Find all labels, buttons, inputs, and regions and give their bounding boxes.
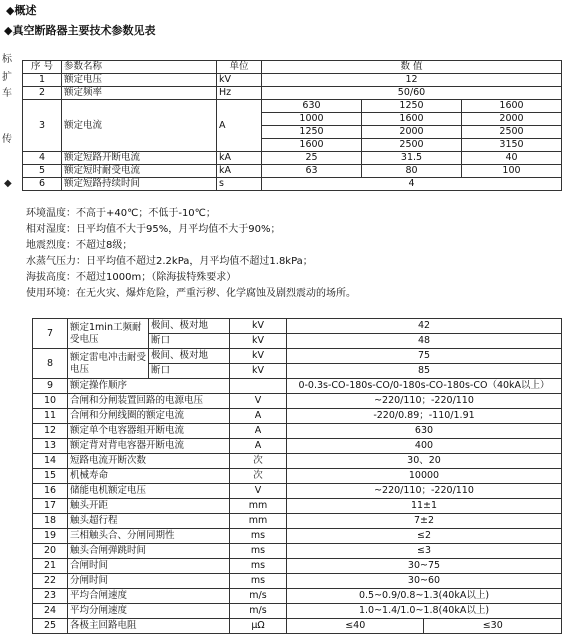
env-line: 地震烈度：不超过8级； <box>26 240 133 251</box>
table-row <box>33 424 562 439</box>
row-no: 25 <box>33 619 68 634</box>
row-no: 10 <box>33 394 68 409</box>
table-row <box>33 514 562 529</box>
current-value: 1600 <box>462 100 562 113</box>
row-value: ≤40 <box>287 619 424 634</box>
row-value: 75 <box>287 349 562 364</box>
row-unit: V <box>230 484 287 499</box>
env-line: 水蒸气压力：日平均值不超过2.2kPa，月平均值不超过1.8kPa； <box>26 256 313 267</box>
row-no: 2 <box>23 87 62 100</box>
row-value: 48 <box>287 334 562 349</box>
row-name: 三相触头合、分闸同期性 <box>68 529 230 544</box>
row-unit: kV <box>230 334 287 349</box>
row-value: 630 <box>287 424 562 439</box>
row-unit <box>230 379 287 394</box>
current-value: 2000 <box>362 126 462 139</box>
row-value: 31.5 <box>362 152 462 165</box>
row-no: 13 <box>33 439 68 454</box>
row-unit: ms <box>230 574 287 589</box>
row-name: 额定频率 <box>62 87 217 100</box>
row-value: ≤3 <box>287 544 562 559</box>
table-row <box>33 574 562 589</box>
current-value: 1600 <box>262 139 362 152</box>
row-value: 10000 <box>287 469 562 484</box>
row-no: 21 <box>33 559 68 574</box>
row-value: ≤30 <box>424 619 562 634</box>
table-row <box>33 319 562 334</box>
row-unit: kV <box>230 349 287 364</box>
row-unit: mm <box>230 514 287 529</box>
row-name: 额定操作顺序 <box>68 379 230 394</box>
row-unit: 次 <box>230 469 287 484</box>
table-row <box>33 619 562 634</box>
row-value: 4 <box>262 178 562 191</box>
row-name: 额定背对背电容器开断电流 <box>68 439 230 454</box>
row-value: 30~60 <box>287 574 562 589</box>
row-no: 23 <box>33 589 68 604</box>
row-name: 触头合闸弹跳时间 <box>68 544 230 559</box>
row-unit: Hz <box>217 87 262 100</box>
header-no: 序 号 <box>23 61 62 74</box>
row-unit: m/s <box>230 589 287 604</box>
row-no: 6 <box>23 178 62 191</box>
row-unit: ms <box>230 529 287 544</box>
table-row <box>33 604 562 619</box>
current-value: 1000 <box>262 113 362 126</box>
row-unit: kA <box>217 165 262 178</box>
row-unit: V <box>230 394 287 409</box>
row-value: 42 <box>287 319 562 334</box>
table-row <box>33 484 562 499</box>
row-unit: A <box>217 100 262 152</box>
params-table-1 <box>22 60 562 191</box>
row-value: 63 <box>262 165 362 178</box>
row-unit: A <box>230 409 287 424</box>
row-value: 12 <box>262 74 562 87</box>
current-value: 2000 <box>462 113 562 126</box>
row-name: 分闸时间 <box>68 574 230 589</box>
bullet-icon: ◆ <box>4 178 12 189</box>
row-name: 额定单个电容器组开断电流 <box>68 424 230 439</box>
row-value: 400 <box>287 439 562 454</box>
row-value: 80 <box>362 165 462 178</box>
side-mark: 传 <box>2 134 12 145</box>
row-no: 20 <box>33 544 68 559</box>
row-value: ~220/110；-220/110 <box>287 394 562 409</box>
current-value: 630 <box>262 100 362 113</box>
env-line: 使用环境：在无火灾、爆炸危险，严重污秽、化学腐蚀及剧烈震动的场所。 <box>26 288 356 299</box>
row-unit: A <box>230 424 287 439</box>
table-row <box>33 589 562 604</box>
row-no: 4 <box>23 152 62 165</box>
table-row <box>33 379 562 394</box>
current-value: 2500 <box>362 139 462 152</box>
env-line: 环境温度：不高于+40℃；不低于-10℃； <box>26 208 216 219</box>
row-subname: 断口 <box>149 334 230 349</box>
row-subname: 极间、极对地 <box>149 349 230 364</box>
header-value: 数 值 <box>262 61 562 74</box>
row-value: 11±1 <box>287 499 562 514</box>
overview-label: ◆概述 <box>6 4 37 17</box>
current-value: 1250 <box>262 126 362 139</box>
row-no: 12 <box>33 424 68 439</box>
current-value: 2500 <box>462 126 562 139</box>
row-name: 平均分闸速度 <box>68 604 230 619</box>
row-value: ~220/110；-220/110 <box>287 484 562 499</box>
current-value: 3150 <box>462 139 562 152</box>
current-value: 1250 <box>362 100 462 113</box>
row-name: 额定短路持续时间 <box>62 178 217 191</box>
row-value: 0-0.3s-CO-180s-CO/0-180s-CO-180s-CO（40kA以上） <box>287 379 562 394</box>
row-value: ≤2 <box>287 529 562 544</box>
row-unit: kA <box>217 152 262 165</box>
row-value: 25 <box>262 152 362 165</box>
row-no: 11 <box>33 409 68 424</box>
row-unit: 次 <box>230 454 287 469</box>
section-title: ◆真空断路器主要技术参数见表 <box>4 24 156 37</box>
row-value: 50/60 <box>262 87 562 100</box>
table-row <box>33 529 562 544</box>
table-row <box>33 469 562 484</box>
row-value: 40 <box>462 152 562 165</box>
row-subname: 极间、极对地 <box>149 319 230 334</box>
row-no: 8 <box>33 349 68 379</box>
row-value: 7±2 <box>287 514 562 529</box>
row-value: -220/0.89；-110/1.91 <box>287 409 562 424</box>
row-name: 机械寿命 <box>68 469 230 484</box>
row-unit: μΩ <box>230 619 287 634</box>
env-line: 相对湿度：日平均值不大于95%，月平均值不大于90%； <box>26 224 281 235</box>
row-unit: s <box>217 178 262 191</box>
header-unit: 单位 <box>217 61 262 74</box>
header-name: 参数名称 <box>62 61 217 74</box>
row-unit: kV <box>230 364 287 379</box>
row-unit: ms <box>230 559 287 574</box>
row-unit: A <box>230 439 287 454</box>
side-mark: 车 <box>2 88 12 99</box>
row-value: 30、20 <box>287 454 562 469</box>
params-table-2 <box>32 318 562 634</box>
row-name: 额定电流 <box>62 100 217 152</box>
side-mark: 扩 <box>2 72 12 83</box>
row-no: 1 <box>23 74 62 87</box>
row-no: 16 <box>33 484 68 499</box>
row-unit: mm <box>230 499 287 514</box>
row-no: 9 <box>33 379 68 394</box>
table-row <box>33 439 562 454</box>
row-name: 各极主回路电阻 <box>68 619 230 634</box>
row-name: 合闸时间 <box>68 559 230 574</box>
row-unit: kV <box>230 319 287 334</box>
row-no: 24 <box>33 604 68 619</box>
row-name: 额定电压 <box>62 74 217 87</box>
row-name: 储能电机额定电压 <box>68 484 230 499</box>
row-unit: ms <box>230 544 287 559</box>
table-row <box>33 454 562 469</box>
row-value: 30~75 <box>287 559 562 574</box>
row-value: 85 <box>287 364 562 379</box>
row-name: 合闸和分闸线圈的额定电流 <box>68 409 230 424</box>
table-row <box>33 409 562 424</box>
env-line: 海拔高度：不超过1000m；（除海拔特殊要求） <box>26 272 237 283</box>
row-name: 平均合闸速度 <box>68 589 230 604</box>
side-mark: 标 <box>2 54 12 65</box>
row-name: 额定短路开断电流 <box>62 152 217 165</box>
row-unit: kV <box>217 74 262 87</box>
row-subname: 断口 <box>149 364 230 379</box>
row-no: 19 <box>33 529 68 544</box>
table-row <box>33 559 562 574</box>
row-no: 14 <box>33 454 68 469</box>
row-value: 100 <box>462 165 562 178</box>
row-no: 18 <box>33 514 68 529</box>
table-row <box>33 394 562 409</box>
table-row <box>33 544 562 559</box>
row-name: 额定1min工频耐受电压 <box>68 319 149 349</box>
row-no: 15 <box>33 469 68 484</box>
row-no: 7 <box>33 319 68 349</box>
row-name: 触头开距 <box>68 499 230 514</box>
table-row <box>33 499 562 514</box>
row-name: 触头超行程 <box>68 514 230 529</box>
current-value: 1600 <box>362 113 462 126</box>
row-no: 22 <box>33 574 68 589</box>
row-name: 额定雷电冲击耐受电压 <box>68 349 149 379</box>
row-value: 1.0~1.4/1.0~1.8(40kA以上) <box>287 604 562 619</box>
row-no: 17 <box>33 499 68 514</box>
table-row <box>33 349 562 364</box>
row-no: 3 <box>23 100 62 152</box>
row-name: 额定短时耐受电流 <box>62 165 217 178</box>
row-no: 5 <box>23 165 62 178</box>
row-value: 0.5~0.9/0.8~1.3(40kA以上) <box>287 589 562 604</box>
row-name: 合闸和分闸装置回路的电源电压 <box>68 394 230 409</box>
row-unit: m/s <box>230 604 287 619</box>
row-name: 短路电流开断次数 <box>68 454 230 469</box>
